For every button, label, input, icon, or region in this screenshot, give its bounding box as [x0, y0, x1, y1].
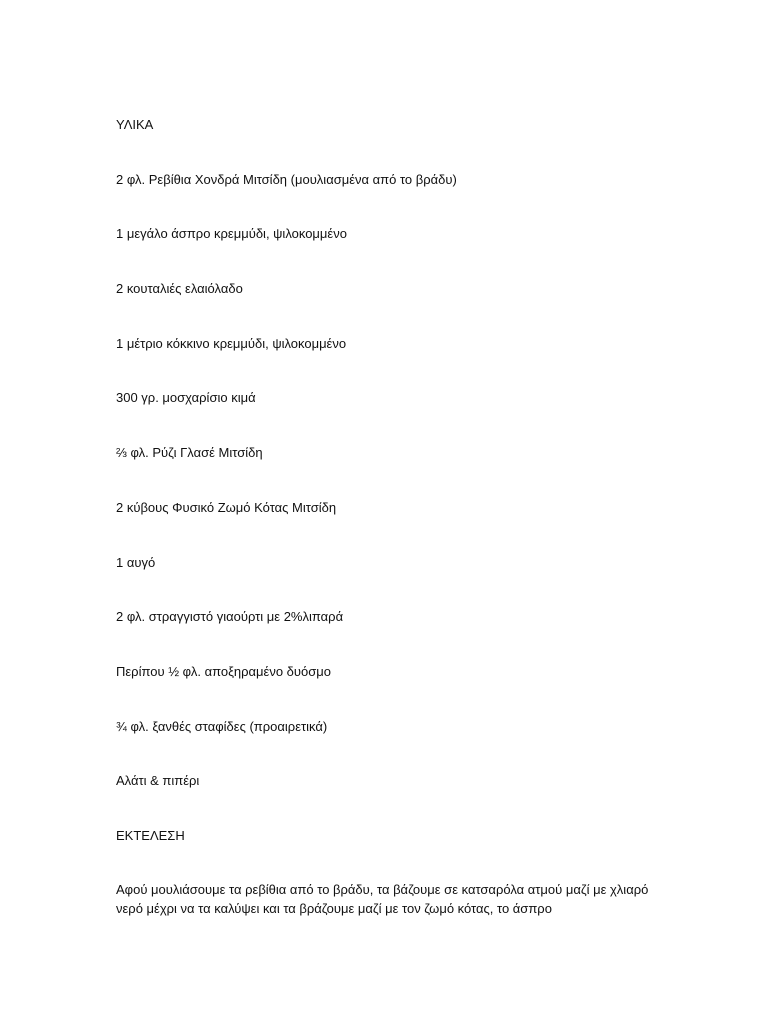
ingredient-line: ⅔ φλ. Ρύζι Γλασέ Μιτσίδη — [116, 445, 263, 460]
ingredient-line: 2 φλ. Ρεβίθια Χονδρά Μιτσίδη (μουλιασμένα από το βράδυ) — [116, 172, 457, 187]
ingredient-line: 1 μεγάλο άσπρο κρεμμύδι, ψιλοκομμένο — [116, 226, 347, 241]
ingredient-line: 300 γρ. μοσχαρίσιο κιμά — [116, 390, 256, 405]
ingredient-line: 1 αυγό — [116, 555, 156, 570]
ingredient-line: 2 κουταλιές ελαιόλαδο — [116, 281, 243, 296]
ingredient-line: 2 φλ. στραγγιστό γιαούρτι με 2%λιπαρά — [116, 609, 344, 624]
method-heading: ΕΚΤΕΛΕΣΗ — [116, 828, 185, 843]
ingredient-line: 2 κύβους Φυσικό Ζωμό Κότας Μιτσίδη — [116, 500, 337, 515]
ingredient-line: ¾ φλ. ξανθές σταφίδες (προαιρετικά) — [116, 719, 328, 734]
method-paragraph: Αφού μουλιάσουμε τα ρεβίθια από το βράδυ, τα βάζουμε σε κατσαρόλα ατμού μαζί με χλιαρό νερό μέχρι να τα καλύψει και τα βράζουμε μαζί με τον ζωμό κότας, το άσπρο — [116, 882, 649, 916]
ingredient-line: 1 μέτριο κόκκινο κρεμμύδι, ψιλοκομμένο — [116, 336, 347, 351]
ingredient-line: Περίπου ½ φλ. αποξηραμένο δυόσμο — [116, 664, 332, 679]
ingredient-line: Αλάτι & πιπέρι — [116, 773, 200, 788]
ingredients-heading: ΥΛΙΚΑ — [116, 117, 154, 132]
